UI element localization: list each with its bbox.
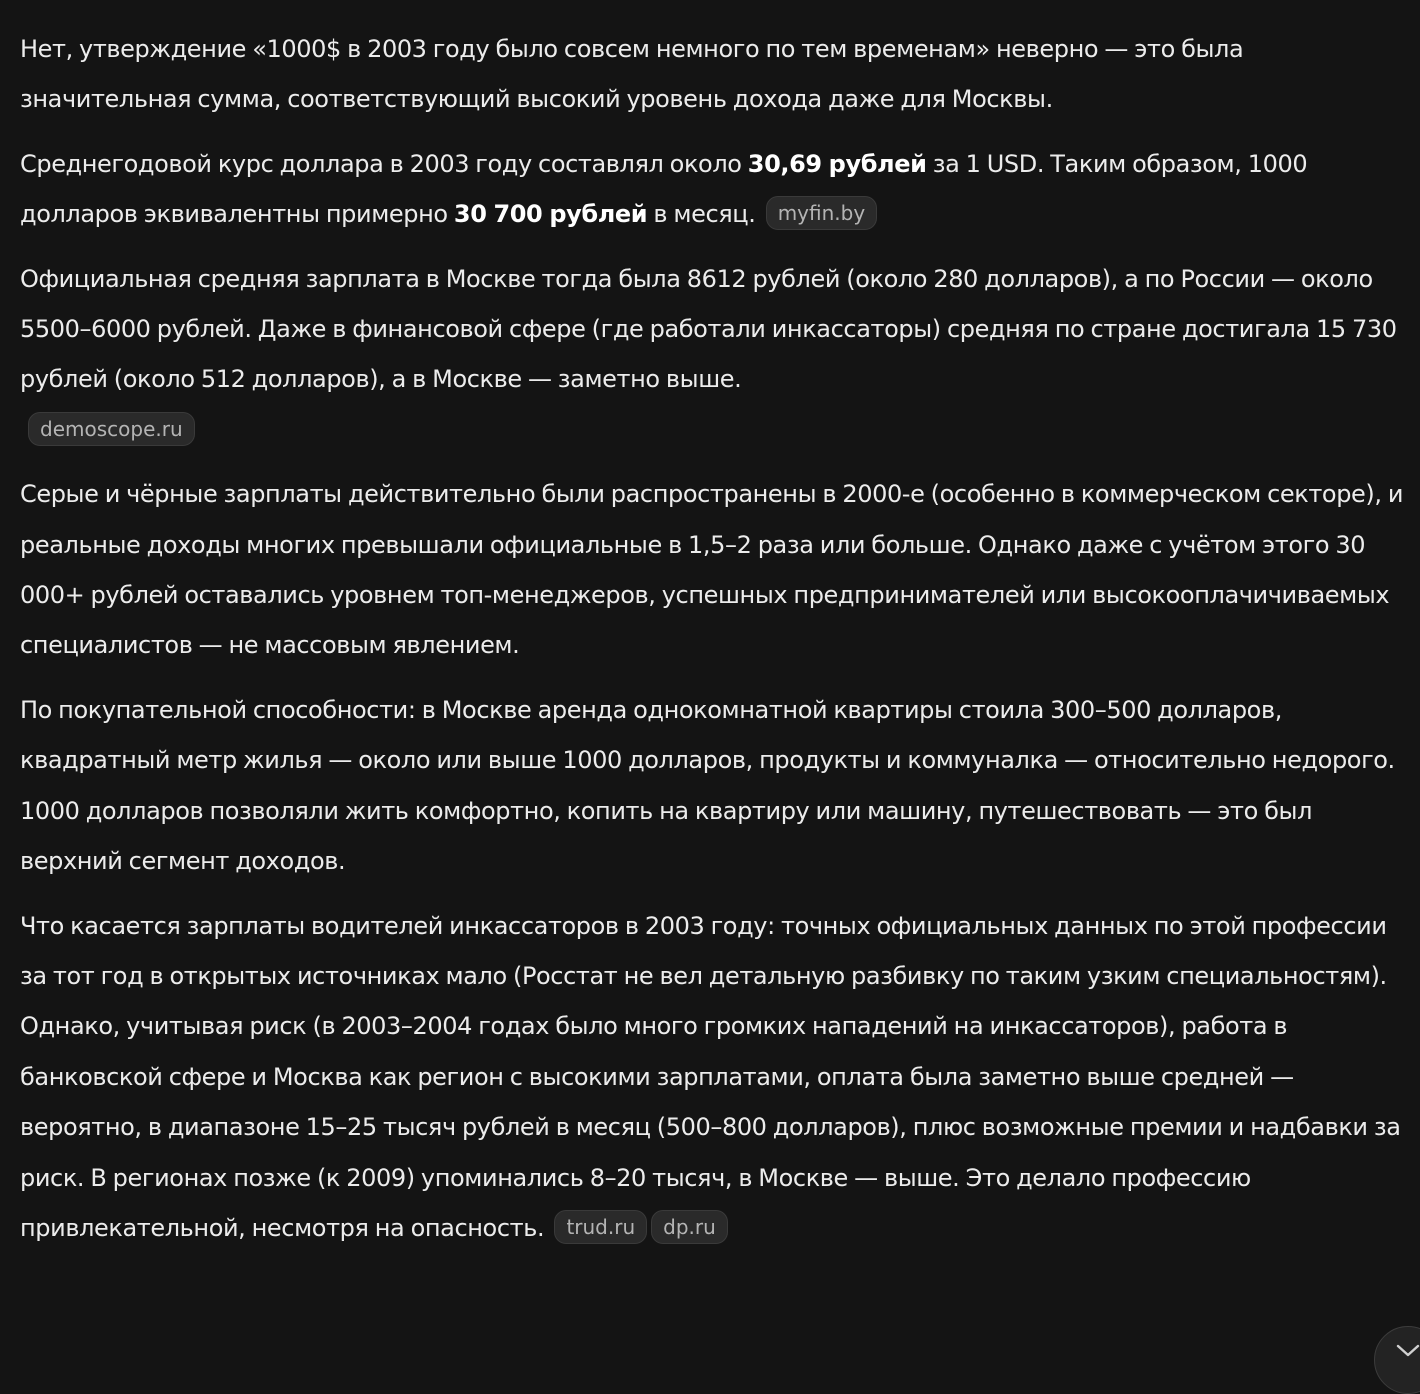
message-paragraph-1 [20,24,1405,125]
source-chip-myfin[interactable]: myfin.by [766,196,877,230]
chevron-down-icon [1395,1343,1420,1359]
message-paragraph-3 [20,254,1405,456]
message-paragraph-4 [20,469,1405,671]
paragraph-text: в месяц. [647,200,756,229]
message-paragraph-5 [20,685,1405,887]
scroll-to-bottom-button[interactable] [1374,1326,1420,1394]
message-paragraph-6 [20,901,1405,1254]
paragraph-text: за 1 USD. Таким образом, 1000 долларов эквивалентны примерно [20,149,1308,229]
assistant-message [20,24,1405,1267]
bold-amount: 30 700 рублей [453,200,648,229]
paragraph-text: Среднегодовой курс доллара в 2003 году составлял около [20,149,748,178]
paragraph-text: Официальная средняя зарплата в Москве тогда была 8612 рублей (около 280 долларов), а по России — около 5500–6000 рублей. Даже в финансовой сфере (где работали инкассаторы) средняя по стране достигала 15 730 рублей (около 512 долларов), а в Москве — заметно выше. [20,264,1397,394]
message-paragraph-2 [20,139,1405,240]
paragraph-text: Что касается зарплаты водителей инкассаторов в 2003 году: точных официальных данных по этой профессии за тот год в открытых источниках мало (Росстат не вел детальную разбивку по таким узким специальностям). Однако, учитывая риск (в 2003–2004 годах было много громких нападений на инкассаторов), работа в банковской сфере и Москва как регион с высокими зарплатами, оплата была заметно выше средней — вероятно, в диапазоне 15–25 тысяч рублей в месяц (500–800 долларов), плюс возможные премии и надбавки за риск. В регионах позже (к 2009) упоминались 8–20 тысяч, в Москве — выше. Это делало профессию привлекательной, несмотря на опасность. [20,911,1401,1242]
paragraph-text: Серые и чёрные зарплаты действительно были распространены в 2000-е (особенно в коммерческом секторе), и реальные доходы многих превышали официальные в 1,5–2 раза или больше. Однако даже с учётом этого 30 000+ рублей оставались уровнем топ-менеджеров, успешных предпринимателей или высокооплачичиваемых специалистов — не массовым явлением. [20,480,1404,660]
source-chip-demoscope[interactable]: demoscope.ru [28,412,195,446]
paragraph-text: По покупательной способности: в Москве аренда однокомнатной квартиры стоила 300–500 долларов, квадратный метр жилья — около или выше 1000 долларов, продукты и коммуналка — относительно недорого. 1000 долларов позволяли жить комфортно, копить на квартиру или машину, путешествовать — это был верхний сегмент доходов. [20,695,1395,876]
source-chip-dp[interactable]: dp.ru [651,1210,728,1244]
bold-rate: 30,69 рублей [747,149,927,178]
source-chip-trud[interactable]: trud.ru [554,1210,647,1244]
paragraph-text: Нет, утверждение «1000$ в 2003 году было совсем немного по тем временам» неверно — это была значительная сумма, соответствующий высокий уровень дохода даже для Москвы. [20,35,1244,114]
